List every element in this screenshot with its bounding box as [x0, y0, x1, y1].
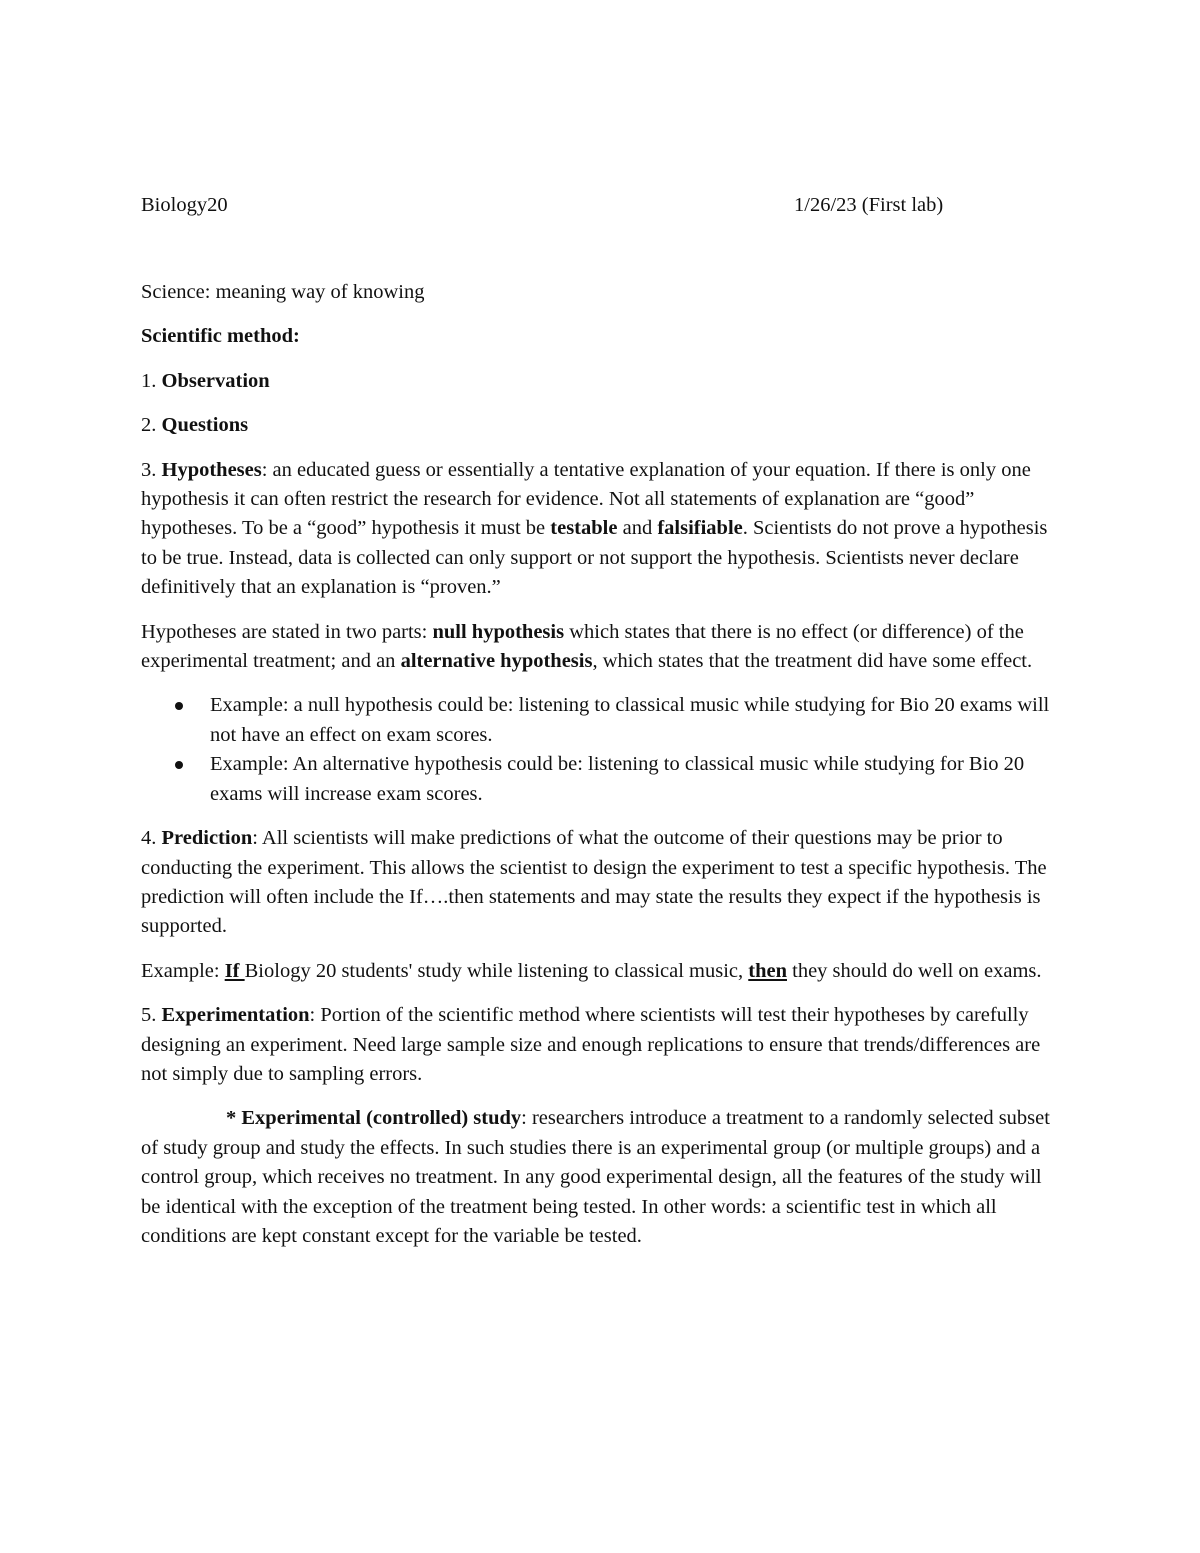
paragraph-text: : researchers introduce a treatment to a randomly selected subset of study group and study the effects. In such studies there is an experimental group (or multiple groups) and a control group, which receives no treatment. In any good experimental design, all the features of the study will be identical with the exception of the treatment being tested. In other words: a scientific test in which all conditions are kept constant except for the variable be tested.: [141, 1107, 1050, 1247]
course-title: Biology20: [141, 194, 228, 216]
paragraph-text: Hypotheses are stated in two parts:: [141, 620, 433, 643]
paragraph-text: which states that there is no effect (or difference) of the experimental treatment; and an: [141, 620, 1024, 673]
example-prefix: Example:: [141, 959, 225, 982]
step-questions: [141, 411, 1061, 440]
list-item-text: Example: An alternative hypothesis could be: listening to classical music while studying for Bio 20 exams will increase exam scores.: [210, 753, 1025, 805]
step-number: 1.: [141, 369, 162, 392]
example-text: Biology 20 students' study while listening to classical music,: [244, 959, 749, 982]
keyword-if: If: [224, 959, 245, 982]
term-experimental-study: * Experimental (controlled) study: [226, 1107, 522, 1130]
examples-list: [141, 691, 1061, 809]
term-alternative-hypothesis: alternative hypothesis: [400, 650, 593, 673]
step-label: Experimentation: [161, 1004, 310, 1027]
section-heading: [141, 322, 1061, 351]
step-text: . Scientists do not prove a hypothesis to be true. Instead, data is collected can only support or not support the hypothesis. Scientists never declare definitively that an explanation is “proven.”: [141, 517, 1048, 599]
bullet-icon: [175, 761, 183, 769]
scientific-method-heading: Scientific method:: [141, 325, 300, 348]
list-item: [141, 750, 1061, 809]
step-text: : All scientists will make predictions of what the outcome of their questions may be prior to conducting the experiment. This allows the scientist to design the experiment to test a specific hypothesis. The prediction will often include the If….then statements and may state the results they expect if the hypothesis is supported.: [141, 827, 1047, 938]
step-text: : an educated guess or essentially a tentative explanation of your equation. If there is only one hypothesis it can often restrict the research for evidence. Not all statements of explanation are “good” hypotheses. To be a “good” hypothesis it must be: [141, 458, 1031, 540]
step-number: 3.: [141, 458, 162, 481]
term-null-hypothesis: null hypothesis: [432, 620, 565, 643]
step-number: 4.: [141, 827, 162, 850]
term-testable: testable: [550, 517, 618, 540]
document-header: [141, 191, 1061, 220]
step-hypotheses: [141, 456, 1061, 603]
step-number: 2.: [141, 414, 162, 437]
document-body: [141, 191, 1061, 1266]
step-label: Hypotheses: [161, 458, 262, 481]
experimental-study-paragraph: [141, 1104, 1061, 1251]
example-text: they should do well on exams.: [787, 959, 1042, 982]
lab-date: 1/26/23 (First lab): [794, 194, 944, 216]
step-label: Questions: [161, 414, 249, 437]
step-label: Prediction: [161, 827, 253, 850]
science-definition: Science: meaning way of knowing: [141, 281, 425, 303]
hypotheses-parts-paragraph: [141, 618, 1061, 677]
step-observation: [141, 367, 1061, 396]
step-label: Observation: [161, 369, 270, 392]
list-item-text: Example: a null hypothesis could be: listening to classical music while studying for Bio 20 exams will not have an effect on exam scores.: [210, 694, 1050, 746]
keyword-then: then: [748, 959, 787, 982]
step-text: : Portion of the scientific method where scientists will test their hypotheses by carefully designing an experiment. Need large sample size and enough replications to ensure that trends/differences are not simply due to sampling errors.: [141, 1004, 1041, 1085]
list-item: [141, 691, 1061, 750]
step-experimentation: [141, 1001, 1061, 1089]
term-falsifiable: falsifiable: [657, 517, 743, 540]
step-prediction: [141, 824, 1061, 942]
prediction-example: [141, 957, 1061, 986]
bullet-icon: [175, 702, 183, 710]
paragraph-text: , which states that the treatment did have some effect.: [592, 650, 1033, 673]
step-text: and: [617, 517, 658, 540]
step-number: 5.: [141, 1004, 162, 1027]
